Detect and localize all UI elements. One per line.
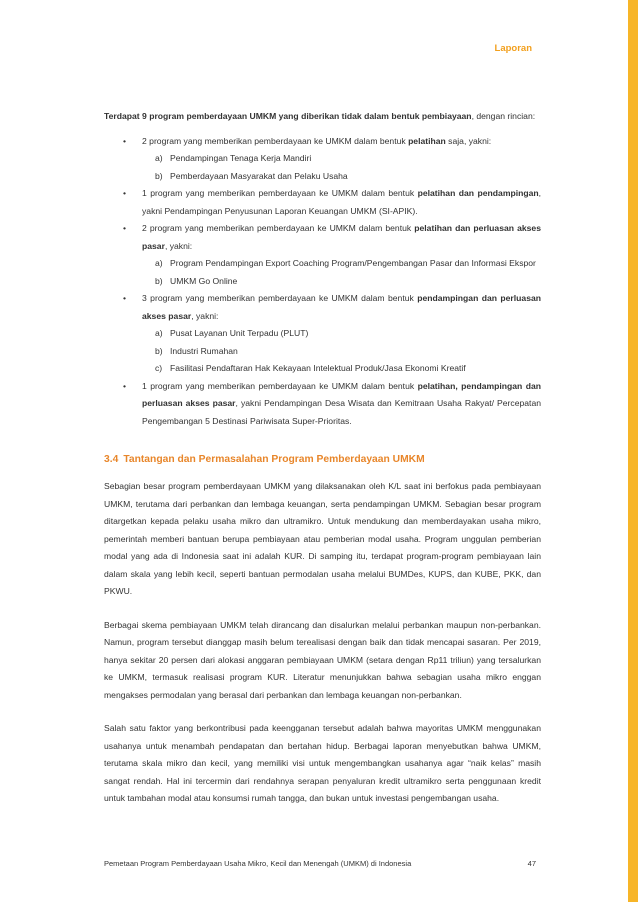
sub-text: Pusat Layanan Unit Terpadu (PLUT) xyxy=(170,328,309,338)
sub-marker: b) xyxy=(155,345,163,356)
item-text: 1 program yang memberikan pemberdayaan ke UMKM dalam bentuk xyxy=(142,380,418,391)
item-bold: pelatihan xyxy=(408,135,446,146)
item-text: , yakni Pendampingan Penyusunan Laporan Keuangan UMKM (SI-APIK). xyxy=(142,188,542,216)
sub-marker: b) xyxy=(155,275,163,286)
section-number: 3.4 xyxy=(104,454,119,465)
intro-paragraph xyxy=(104,108,541,126)
section-title: Tantangan dan Permasalahan Program Pemberdayaan UMKM xyxy=(123,454,425,465)
section-heading xyxy=(104,451,541,468)
sub-marker: a) xyxy=(155,258,163,268)
footer-title: Pemetaan Program Pemberdayaan Usaha Mikro, Kecil dan Menengah (UMKM) di Indonesia xyxy=(104,859,412,868)
sub-marker: c) xyxy=(155,363,163,373)
intro-bold: Terdapat 9 program pemberdayaan UMKM yang diberikan tidak dalam bentuk pembiayaan xyxy=(104,111,472,121)
page-number: 47 xyxy=(527,859,536,868)
item-bold: pendampingan dan perluasan akses pasar xyxy=(142,293,541,321)
item-text: , yakni Pendampingan Desa Wisata dan Kemitraan Usaha Rakyat/ Percepatan Pengembangan 5 Destinasi Pariwisata Super-Prioritas. xyxy=(142,398,542,426)
sub-list-item xyxy=(155,150,541,168)
program-list-item xyxy=(104,290,541,378)
item-text: 2 program yang memberikan pemberdayaan ke UMKM dalam bentuk xyxy=(142,223,415,233)
sub-text: Industri Rumahan xyxy=(170,345,238,356)
program-list xyxy=(104,133,541,431)
sub-list-item xyxy=(155,273,541,291)
item-text: 2 program yang memberikan pemberdayaan ke UMKM dalam bentuk xyxy=(142,135,409,146)
body-paragraph: Berbagai skema pembiayaan UMKM telah dirancang dan disalurkan melalui perbankan maupun non-perbankan. Namun, program tersebut dianggap masih belum terealisasi dengan baik dan tidak mencapai sasaran. Per 2019, hanya sekitar 20 persen dari alokasi anggaran pembiayaan UMKM (setara dengan Rp11 triliun) yang tersalurkan ke UMKM, termasuk realisasi program KUR. Literatur menunjukkan bahwa sebagian usaha mikro enggan mengakses permodalan yang berasal dari perbankan dan lembaga keuangan non-perbankan. xyxy=(104,619,541,700)
sub-text: Program Pendampingan Export Coaching Program/Pengembangan Pasar dan Informasi Ekspor xyxy=(170,258,536,268)
sub-marker: a) xyxy=(155,153,163,163)
sub-marker: b) xyxy=(155,170,163,181)
bullet-marker: • xyxy=(123,135,127,146)
program-list-item xyxy=(104,378,541,431)
sub-text: Fasilitasi Pendaftaran Hak Kekayaan Intelektual Produk/Jasa Ekonomi Kreatif xyxy=(170,363,466,373)
item-text: , yakni: xyxy=(191,310,219,321)
header-label: Laporan xyxy=(494,43,532,54)
bullet-marker: • xyxy=(123,293,127,303)
bullet-marker: • xyxy=(123,380,127,391)
sub-list-item xyxy=(155,325,541,343)
item-text: 3 program yang memberikan pemberdayaan ke UMKM dalam bentuk xyxy=(142,293,418,303)
intro-rest: , dengan rincian: xyxy=(471,111,536,121)
body-paragraph: Salah satu faktor yang berkontribusi pada keengganan tersebut adalah bahwa mayoritas UMKM menggunakan usahanya untuk menambah pendapatan dan bertahan hidup. Berbagai laporan menyebutkan bahwa UMKM, terutama skala mikro dan kecil, yang memiliki visi untuk mengembangkan usahanya agar “naik kelas” masih sangat rendah. Hal ini tercermin dari rendahnya serapan penyaluran kredit ultramikro serta penggunaan kredit untuk tambahan modal atau konsumsi rumah tangga, dan bukan untuk investasi pengembangan usaha. xyxy=(104,723,541,803)
sub-list-item xyxy=(155,255,541,273)
item-text: saja, yakni: xyxy=(445,135,492,146)
sub-text: Pendampingan Tenaga Kerja Mandiri xyxy=(170,153,312,163)
sub-list xyxy=(142,255,541,290)
sub-list xyxy=(142,150,541,185)
bullet-marker: • xyxy=(123,188,127,198)
program-list-item xyxy=(104,185,541,220)
sub-list-item xyxy=(155,343,541,361)
side-accent-bar xyxy=(628,0,638,902)
sub-list-item xyxy=(155,168,541,186)
program-list-item xyxy=(104,220,541,290)
program-list-item xyxy=(104,133,541,186)
sub-list-item xyxy=(155,360,541,378)
body-paragraph: Sebagian besar program pemberdayaan UMKM yang dilaksanakan oleh K/L saat ini berfokus pada pembiayaan UMKM, terutama dari perbankan dan lembaga keuangan, serta pendampingan UMKM. Sebagian besar program ditargetkan kepada pelaku usaha mikro dan ultramikro. Untuk mendukung dan memberdayakan usaha mikro, pemerintah memberi bantuan berupa pembiayaan atau pemberian modal usaha. Program unggulan pemberian modal yang ada di Indonesia saat ini adalah KUR. Di samping itu, terdapat program-program pembiayaan lain dalam skala yang lebih kecil, seperti bantuan permodalan usaha melalui BUMDes, KUPS, dan KUBE, PKK, dan PKWU. xyxy=(104,481,541,596)
item-text: 1 program yang memberikan pemberdayaan ke UMKM dalam bentuk xyxy=(142,188,418,198)
item-bold: pelatihan dan perluasan akses pasar xyxy=(142,223,541,251)
sub-text: Pemberdayaan Masyarakat dan Pelaku Usaha xyxy=(170,170,348,181)
page-content xyxy=(104,108,541,824)
sub-list xyxy=(142,325,541,378)
bullet-marker: • xyxy=(123,223,127,233)
item-text: , yakni: xyxy=(164,240,193,251)
sub-text: UMKM Go Online xyxy=(170,275,238,286)
item-bold: pelatihan, pendampingan dan perluasan akses pasar xyxy=(142,380,542,408)
sub-marker: a) xyxy=(155,328,163,338)
item-bold: pelatihan dan pendampingan xyxy=(417,188,539,198)
